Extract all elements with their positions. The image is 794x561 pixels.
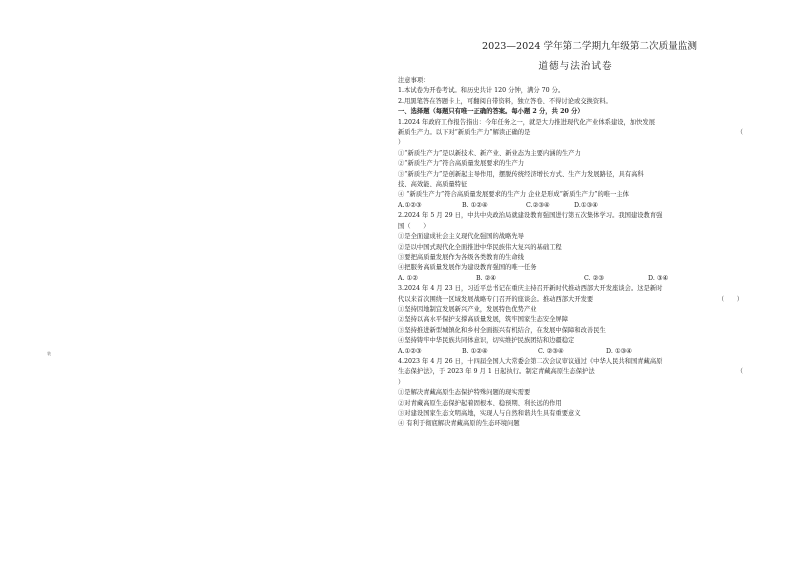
q2-item: ③要把高质量发展作为各级各类教育的生命线 xyxy=(398,253,524,261)
q2-stem: 2.2024 年 5 月 29 日，中共中央政治局就建设教育强国进行第五次集体学习。我国建设教育强 xyxy=(398,212,663,220)
q1-stem-cont xyxy=(398,128,743,138)
q1-item: 技、高效能、高质量特征 xyxy=(398,181,468,189)
exam-title: 2023—2024 学年第二学期九年级第二次质量监测 xyxy=(482,41,697,52)
q4-stem: 4.2023 年 4 月 26 日，十四届全国人大常委会第二次会议审议通过《中华人民共和国青藏高原 xyxy=(398,357,663,365)
q4-stem-text: 生态保护法》，于 2023 年 9 月 1 日起执行。制定青藏高原生态保护法 xyxy=(398,368,595,376)
q3-options xyxy=(398,347,743,357)
q3-item: ①坚持因地制宜发展新兴产业，发展特色优势产业 xyxy=(398,305,537,313)
q1-option-b: B. ①②④ xyxy=(462,201,488,209)
q3-option-a: A.①②③ xyxy=(398,347,422,355)
q4-item: ①是解决青藏高原生态保护特殊问题的现实需要 xyxy=(398,389,531,397)
q1-options xyxy=(398,201,743,211)
q1-stem-text: 新质生产力。以下对“新质生产力”解读正确的是 xyxy=(398,129,531,137)
note-item: 2.用黑笔答在答题卡上，可翻阅自带资料，独立答卷、不得讨论或交换资料。 xyxy=(398,97,612,105)
q1-item: ③“新质生产力”是创新起主导作用，摆脱传统经济增长方式、生产力发展路径，具有高科 xyxy=(398,170,644,178)
q3-item: ②坚持以高水平保护支撑高质量发展，筑牢国家生态安全屏障 xyxy=(398,316,569,324)
q2-item: ④把服务高质量发展作为建设教育强国的唯一任务 xyxy=(398,264,537,272)
q2-stem-cont: 国（ ） xyxy=(398,222,430,230)
q2-option-b: B. ②④ xyxy=(476,274,496,282)
note-item: 1.本试卷为开卷考试。和历史共计 120 分钟，满分 70 分。 xyxy=(398,87,565,95)
q2-option-c: C. ②③ xyxy=(584,274,604,282)
section-heading: 一、选择题（每题只有唯一正确的答案。每小题 2 分，共 20 分） xyxy=(398,108,584,116)
q1-item: ①“新质生产力”是以新技术、新产业、新业态为主要内涵的生产力 xyxy=(398,149,581,157)
q2-item: ②是以中国式现代化全面推进中华民族伟大复兴的基础工程 xyxy=(398,243,562,251)
q3-option-d: D. ①③④ xyxy=(606,347,632,355)
q4-item: ②对青藏高原生态保护起着固根本、稳预期、利长远的作用 xyxy=(398,399,562,407)
q3-answer-paren: （ ） xyxy=(717,295,743,303)
exam-subtitle: 道德与法治试卷 xyxy=(538,61,613,72)
q2-option-a: A. ①② xyxy=(398,274,418,282)
q3-stem-cont xyxy=(398,295,743,305)
q3-option-b: B. ①②④ xyxy=(462,347,488,355)
q2-option-d: D. ③④ xyxy=(648,274,669,282)
q3-option-c: C. ②③④ xyxy=(538,347,564,355)
q3-item: ④坚持铸牢中华民族共同体意识，切实维护民族团结和边疆稳定 xyxy=(398,337,575,345)
binding-margin-mark: 装 xyxy=(47,351,51,356)
q1-answer-paren-open: （ xyxy=(736,129,743,137)
q4-item: ④ 有利于彻底解决青藏高原的生态环境问题 xyxy=(398,420,520,428)
q2-options xyxy=(398,274,743,284)
q1-option-d: D.①③④ xyxy=(574,201,598,209)
q2-item: ①是全面建成社会主义现代化强国的战略先导 xyxy=(398,233,524,241)
q1-stem: 1.2024 年政府工作报告指出：今年任务之一，就是大力推进现代化产业体系建设，加快发展 xyxy=(398,118,656,126)
q3-stem-text: 代以来首次围绕一区域发展战略专门召开的座谈会。推动西部大开发要 xyxy=(398,295,594,303)
q3-item: ③坚持推进新型城镇化和乡村全面振兴有机结合，在发展中保障和改善民生 xyxy=(398,326,606,334)
exam-column xyxy=(398,40,743,430)
q4-stem-cont xyxy=(398,367,743,377)
notes-heading: 注意事项： xyxy=(398,77,430,84)
q4-answer-paren-open: （ xyxy=(736,368,743,376)
q3-stem: 3.2024 年 4 月 23 日，习近平总书记在重庆主持召开新时代推动西部大开发座谈会。这是新时 xyxy=(398,285,663,293)
q4-answer-paren-close: ） xyxy=(398,378,405,386)
q1-item: ②“新质生产力”符合高质量发展要求的生产力 xyxy=(398,160,525,168)
q1-item: ④ “新质生产力”符合高质量发展要求的生产力 企业是形成“新质生产力”的唯一主体 xyxy=(398,191,629,199)
q1-option-c: C.②③④ xyxy=(526,201,550,209)
q4-item: ③对建设国家生态文明高地，实现人与自然和谐共生具有重要意义 xyxy=(398,410,581,417)
q1-answer-paren-close: ） xyxy=(398,139,405,147)
q1-option-a: A.①②③ xyxy=(398,201,422,209)
